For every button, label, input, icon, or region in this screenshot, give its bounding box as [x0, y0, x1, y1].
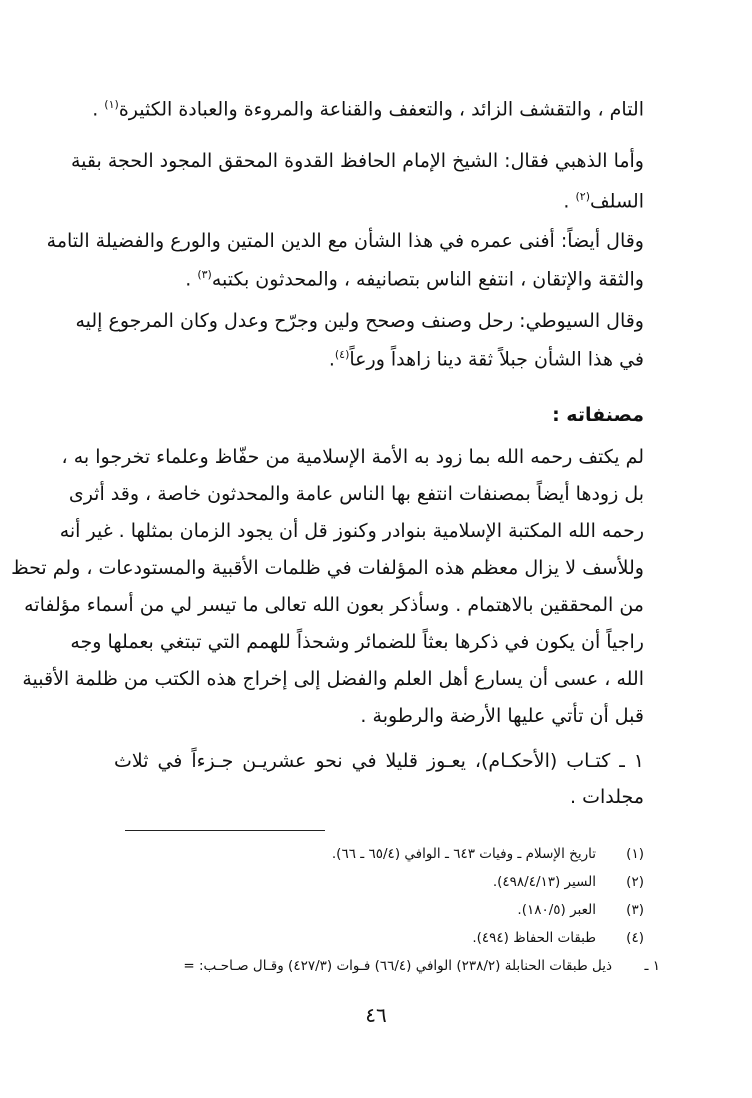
footnote-ref: (١) [104, 98, 119, 111]
section-heading: مصنفاته : [552, 404, 644, 426]
list-item-line: مجلدات . [570, 786, 644, 808]
footnote-ref: (٢) [575, 190, 591, 203]
paragraph-line: وقال السيوطي: رحل وصنف وصحح ولين وجرّح وعدل وكان المرجوع إليه [75, 310, 644, 332]
section-line: رحمه الله المكتبة الإسلامية بنوادر وكنوز قل أن يجود الزمان بمثلها . غير أنه [59, 520, 644, 542]
section-line: لم يكتف رحمه الله بما زود به الأمة الإسلامية من حفّاظ وعلماء تخرجوا به ، [61, 446, 644, 468]
footnote: (٣)العبر (١٨٠/٥). [517, 902, 644, 918]
section-line: بل زودها أيضاً بمصنفات انتفع بها الناس عامة والمحدثون خاصة ، وقد أثرى [68, 483, 644, 505]
paragraph-line: وأما الذهبي فقال: الشيخ الإمام الحافظ القدوة المحقق المجود الحجة بقية [71, 150, 644, 172]
section-line: الله ، عسى أن يسارع أهل العلم والفضل إلى إخراج هذه الكتب من ظلمة الأقبية [22, 668, 644, 690]
footnote: (١)تاريخ الإسلام ـ وفيات ٦٤٣ ـ الوافي (٦٥/٤ ـ ٦٦). [331, 846, 644, 862]
footnote: (٢)السير (٤٩٨/٤/١٣). [492, 874, 644, 890]
paragraph-line: في هذا الشأن جبلاً ثقة دينا زاهداً ورعاً$^{(٤)}$. [328, 348, 644, 371]
section-line: من المحققين بالاهتمام . وسأذكر بعون الله تعالى ما تيسر لي من أسماء مؤلفاته [24, 594, 644, 616]
footnote-separator [125, 830, 325, 831]
paragraph-line: التام ، والتقشف الزائد ، والتعفف والقناعة والمروءة والعبادة الكثيرة$^{(١)}$ . [92, 98, 644, 121]
paragraph-line: السلف$^{(٢)}$ . [563, 190, 644, 213]
list-item-line: ١ ـ كتـاب (الأحكـام)، يعـوز قليلا في نحو عشريـن جـزءاً في ثلاث [114, 750, 644, 772]
page-number: ٤٦ [365, 1003, 387, 1027]
section-line: وللأسف لا يزال معظم هذه المؤلفات في ظلمات الأقبية والمستودعات ، ولم تحظ [11, 557, 644, 579]
footnote: (٤)طبقات الحفاظ (٤٩٤). [472, 930, 644, 946]
footnote-ref: (٣) [197, 268, 212, 281]
footnote: ١ ـذيل طبقات الحنابلة (٢٣٨/٢) الوافي (٦٦/٤) فـوات (٤٢٧/٣) وقـال صـاحـب: = [183, 958, 660, 974]
paragraph-line: والثقة والإتقان ، انتفع الناس بتصانيفه ، والمحدثون بكتبه$^{(٣)}$ . [185, 268, 644, 291]
paragraph-line: وقال أيضاً: أفنى عمره في هذا الشأن مع الدين المتين والورع والفضيلة التامة [46, 230, 644, 252]
section-line: قبل أن تأتي عليها الأرضة والرطوبة . [360, 705, 644, 727]
footnote-ref: (٤) [334, 348, 350, 361]
section-line: راجياً أن يكون في ذكرها بعثاً للضمائر وشحذاً للهمم التي تبتغي بعملها وجه [70, 631, 644, 653]
